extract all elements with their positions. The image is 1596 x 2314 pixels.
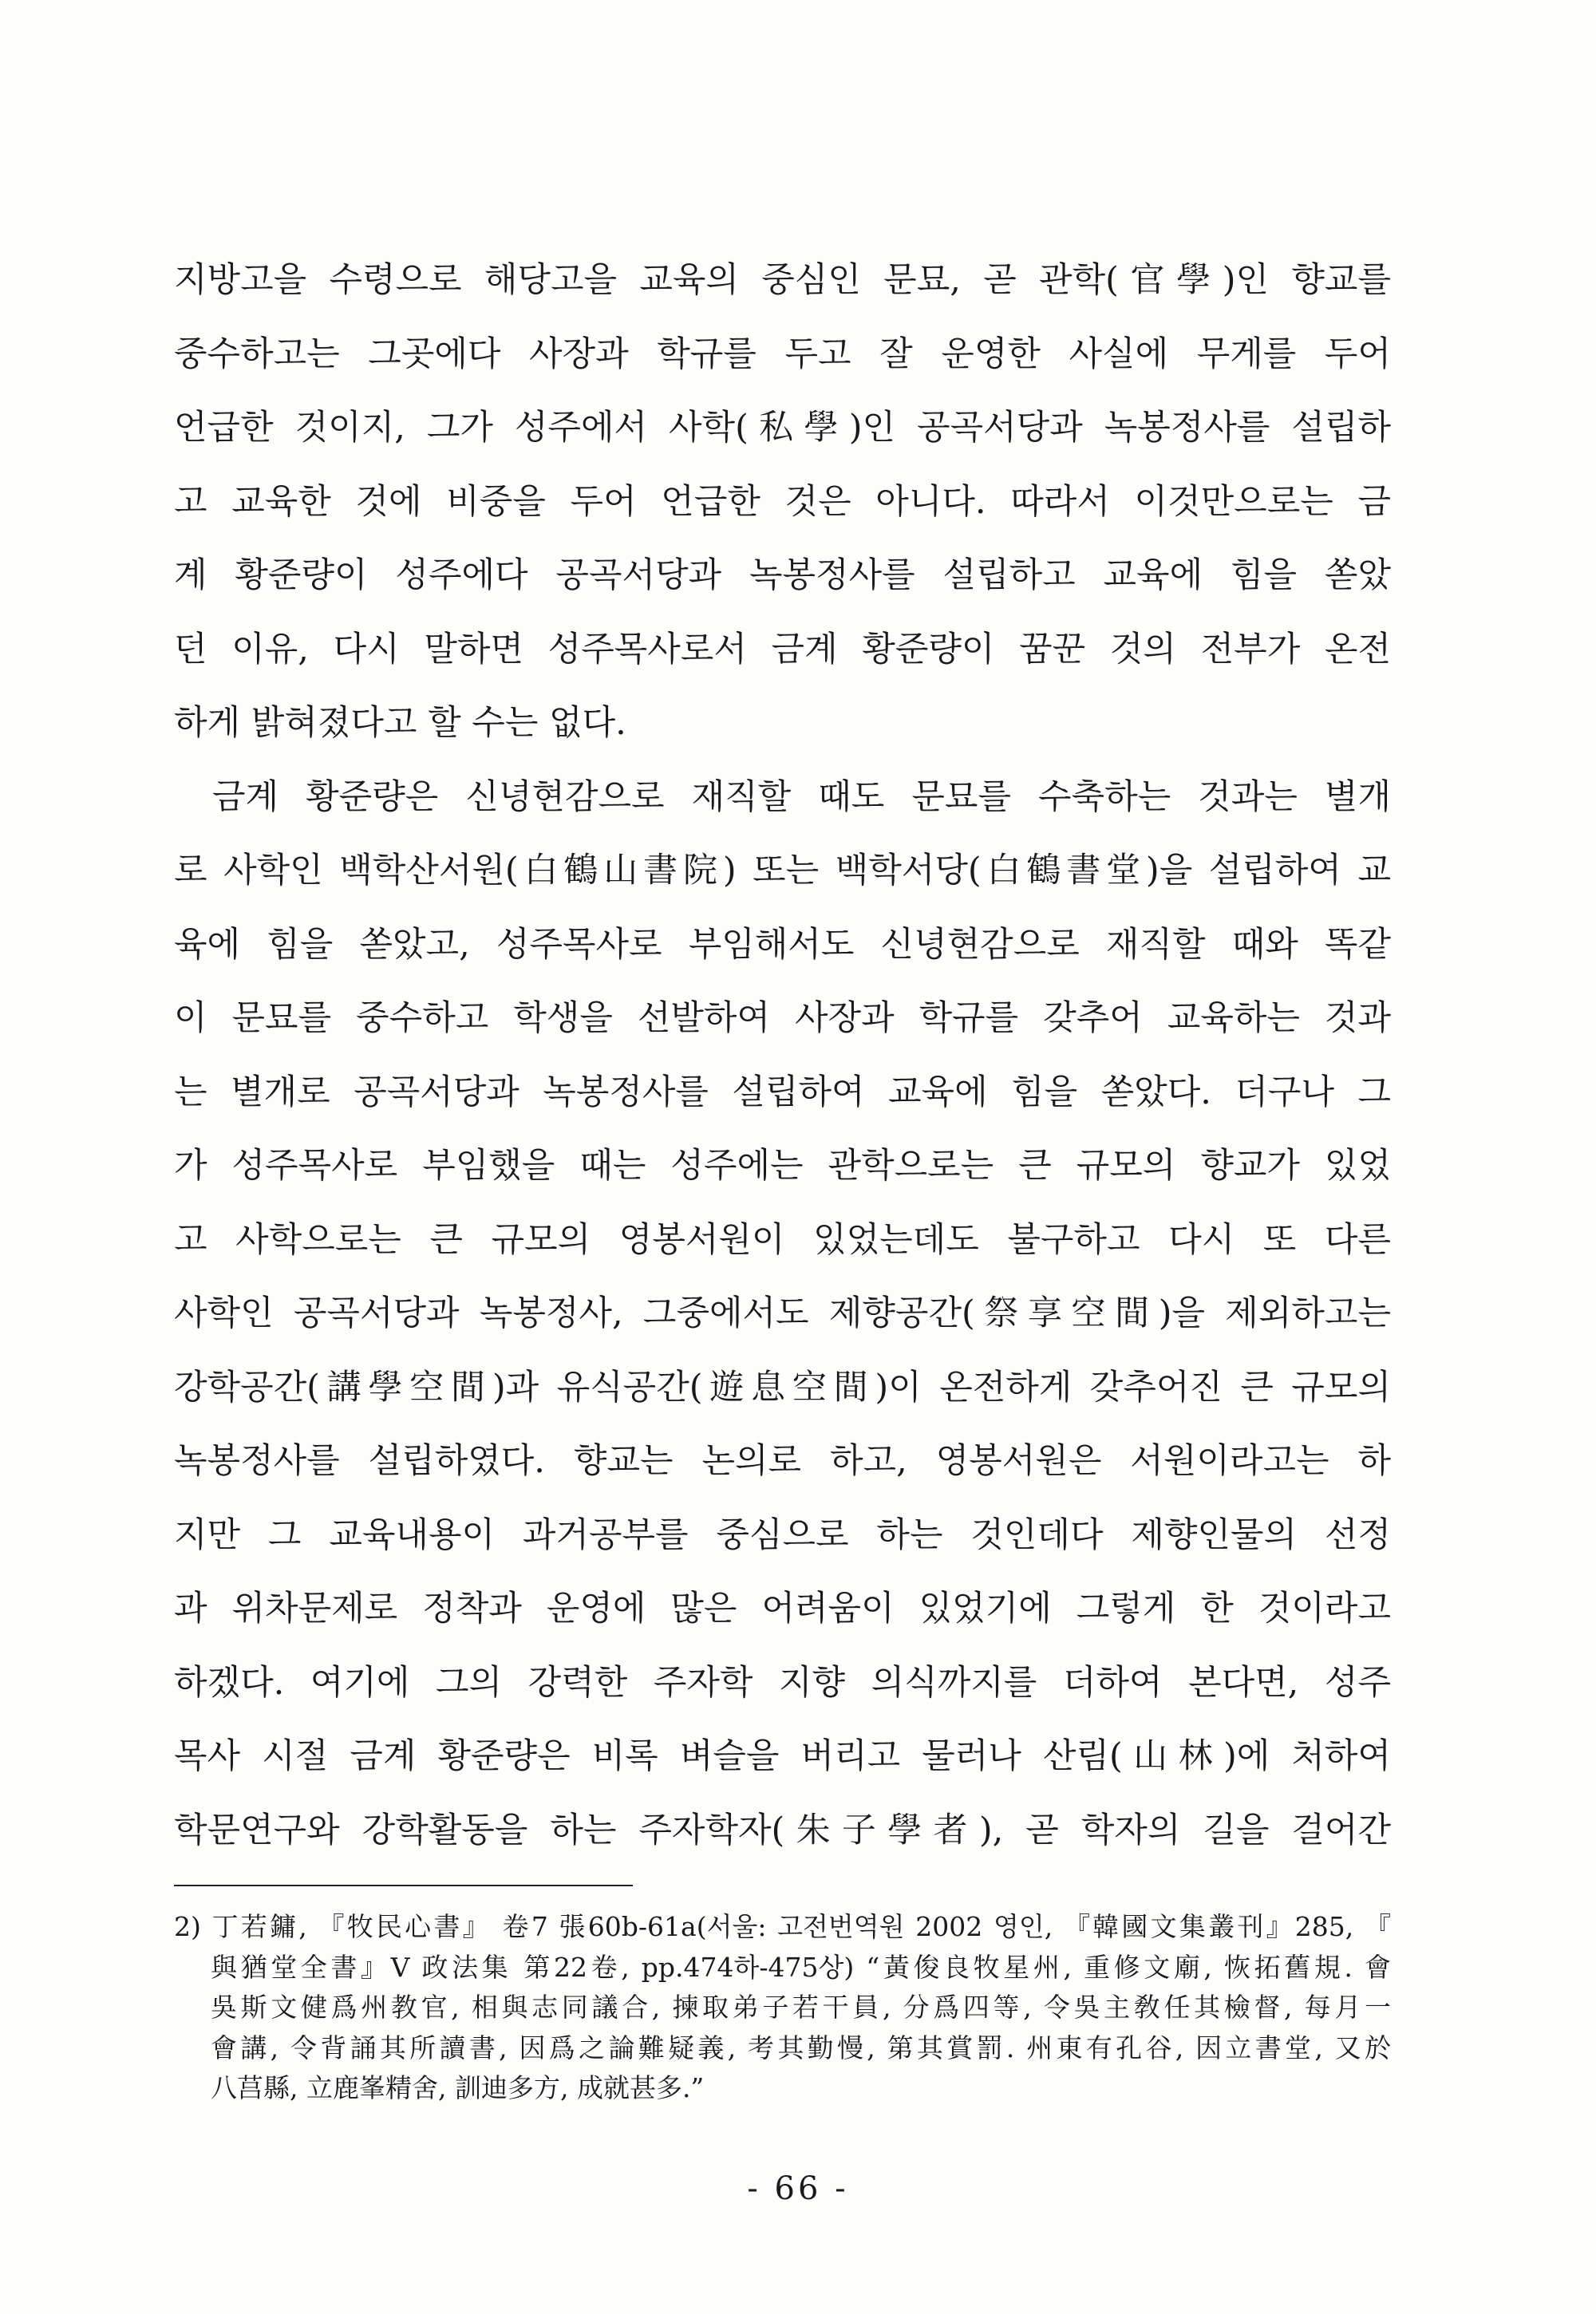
footnote-line: 會講, 令背誦其所讀書, 因爲之論難疑義, 考其勤慢, 第其賞罰. 州東有孔谷, 因立書堂, 又於 (211, 2032, 1391, 2063)
footnote (174, 1907, 1391, 2109)
body-line: 는 별개로 공곡서당과 녹봉정사를 설립하여 교육에 힘을 쏟았다. 더구나 그 (174, 1072, 1391, 1112)
body-line: 이 문묘를 중수하고 학생을 선발하여 사장과 학규를 갖추어 교육하는 것과 (174, 998, 1391, 1038)
body-line: 고 사학으로는 큰 규모의 영봉서원이 있었는데도 불구하고 다시 또 다른 (174, 1219, 1391, 1260)
body-line: 로 사학인 백학산서원(白鶴山書院) 또는 백학서당(白鶴書堂)을 설립하여 교 (174, 851, 1391, 890)
body-line: 녹봉정사를 설립하였다. 향교는 논의로 하고, 영봉서원은 서원이라고는 하 (174, 1441, 1391, 1481)
body-line: 중수하고는 그곳에다 사장과 학규를 두고 잘 운영한 사실에 무게를 두어 (174, 334, 1391, 374)
body-line: 던 이유, 다시 말하면 성주목사로서 금계 황준량이 꿈꾼 것의 전부가 온전 (174, 629, 1391, 669)
body-line: 사학인 공곡서당과 녹봉정사, 그중에서도 제향공간(祭享空間)을 제외하고는 (174, 1293, 1391, 1333)
body-line: 가 성주목사로 부임했을 때는 성주에는 관학으로는 큰 규모의 향교가 있었 (174, 1146, 1391, 1186)
body-line: 하게 밝혀졌다고 할 수는 없다. (174, 703, 626, 743)
page-number: - 66 - (747, 2170, 849, 2207)
body-line: 강학공간(講學空間)과 유식공간(遊息空間)이 온전하게 갖추어진 큰 규모의 (174, 1367, 1391, 1408)
body-line: 과 위차문제로 정착과 운영에 많은 어려움이 있었기에 그렇게 한 것이라고 (174, 1589, 1391, 1629)
footnote-line: 與猶堂全書』V 政法集 第22卷, pp.474하-475상) “黃俊良牧星州, 重修文廟, 恢拓舊規. 會 (211, 1951, 1391, 1983)
body-line: 하겠다. 여기에 그의 강력한 주자학 지향 의식까지를 더하여 본다면, 성주 (174, 1662, 1391, 1703)
body-line: 금계 황준량은 신녕현감으로 재직할 때도 문묘를 수축하는 것과는 별개 (212, 776, 1391, 817)
footnote-line: 2) 丁若鏞, 『牧民心書』 卷7 張60b-61a(서울: 고전번역원 2002 영인, 『韓國文集叢刊』285, 『 (174, 1911, 1391, 1942)
footnote-line: 吳斯文健爲州教官, 相與志同議合, 揀取弟子若干員, 分爲四等, 令吳主敎任其檢督, 每月一 (211, 1992, 1391, 2023)
body-line: 계 황준량이 성주에다 공곡서당과 녹봉정사를 설립하고 교육에 힘을 쏟았 (174, 555, 1391, 595)
body-text (174, 243, 1391, 1867)
footnote-line: 八莒縣, 立鹿峯精舍, 訓迪多方, 成就甚多.” (211, 2072, 705, 2103)
body-line: 지방고을 수령으로 해당고을 교육의 중심인 문묘, 곧 관학(官學)인 향교를 (174, 260, 1391, 300)
body-line: 육에 힘을 쏟았고, 성주목사로 부임해서도 신녕현감으로 재직할 때와 똑같 (174, 924, 1391, 965)
body-line: 학문연구와 강학활동을 하는 주자학자(朱子學者), 곧 학자의 길을 걸어간 (174, 1810, 1391, 1850)
body-line: 고 교육한 것에 비중을 두어 언급한 것은 아니다. 따라서 이것만으로는 금 (174, 481, 1391, 522)
body-line: 목사 시절 금계 황준량은 비록 벼슬을 버리고 물러나 산림(山林)에 처하여 (174, 1736, 1391, 1776)
body-line: 지만 그 교육내용이 과거공부를 중심으로 하는 것인데다 제향인물의 선정 (174, 1514, 1391, 1555)
footnote-divider (174, 1885, 633, 1886)
body-line: 언급한 것이지, 그가 성주에서 사학(私學)인 공곡서당과 녹봉정사를 설립하 (174, 408, 1391, 448)
